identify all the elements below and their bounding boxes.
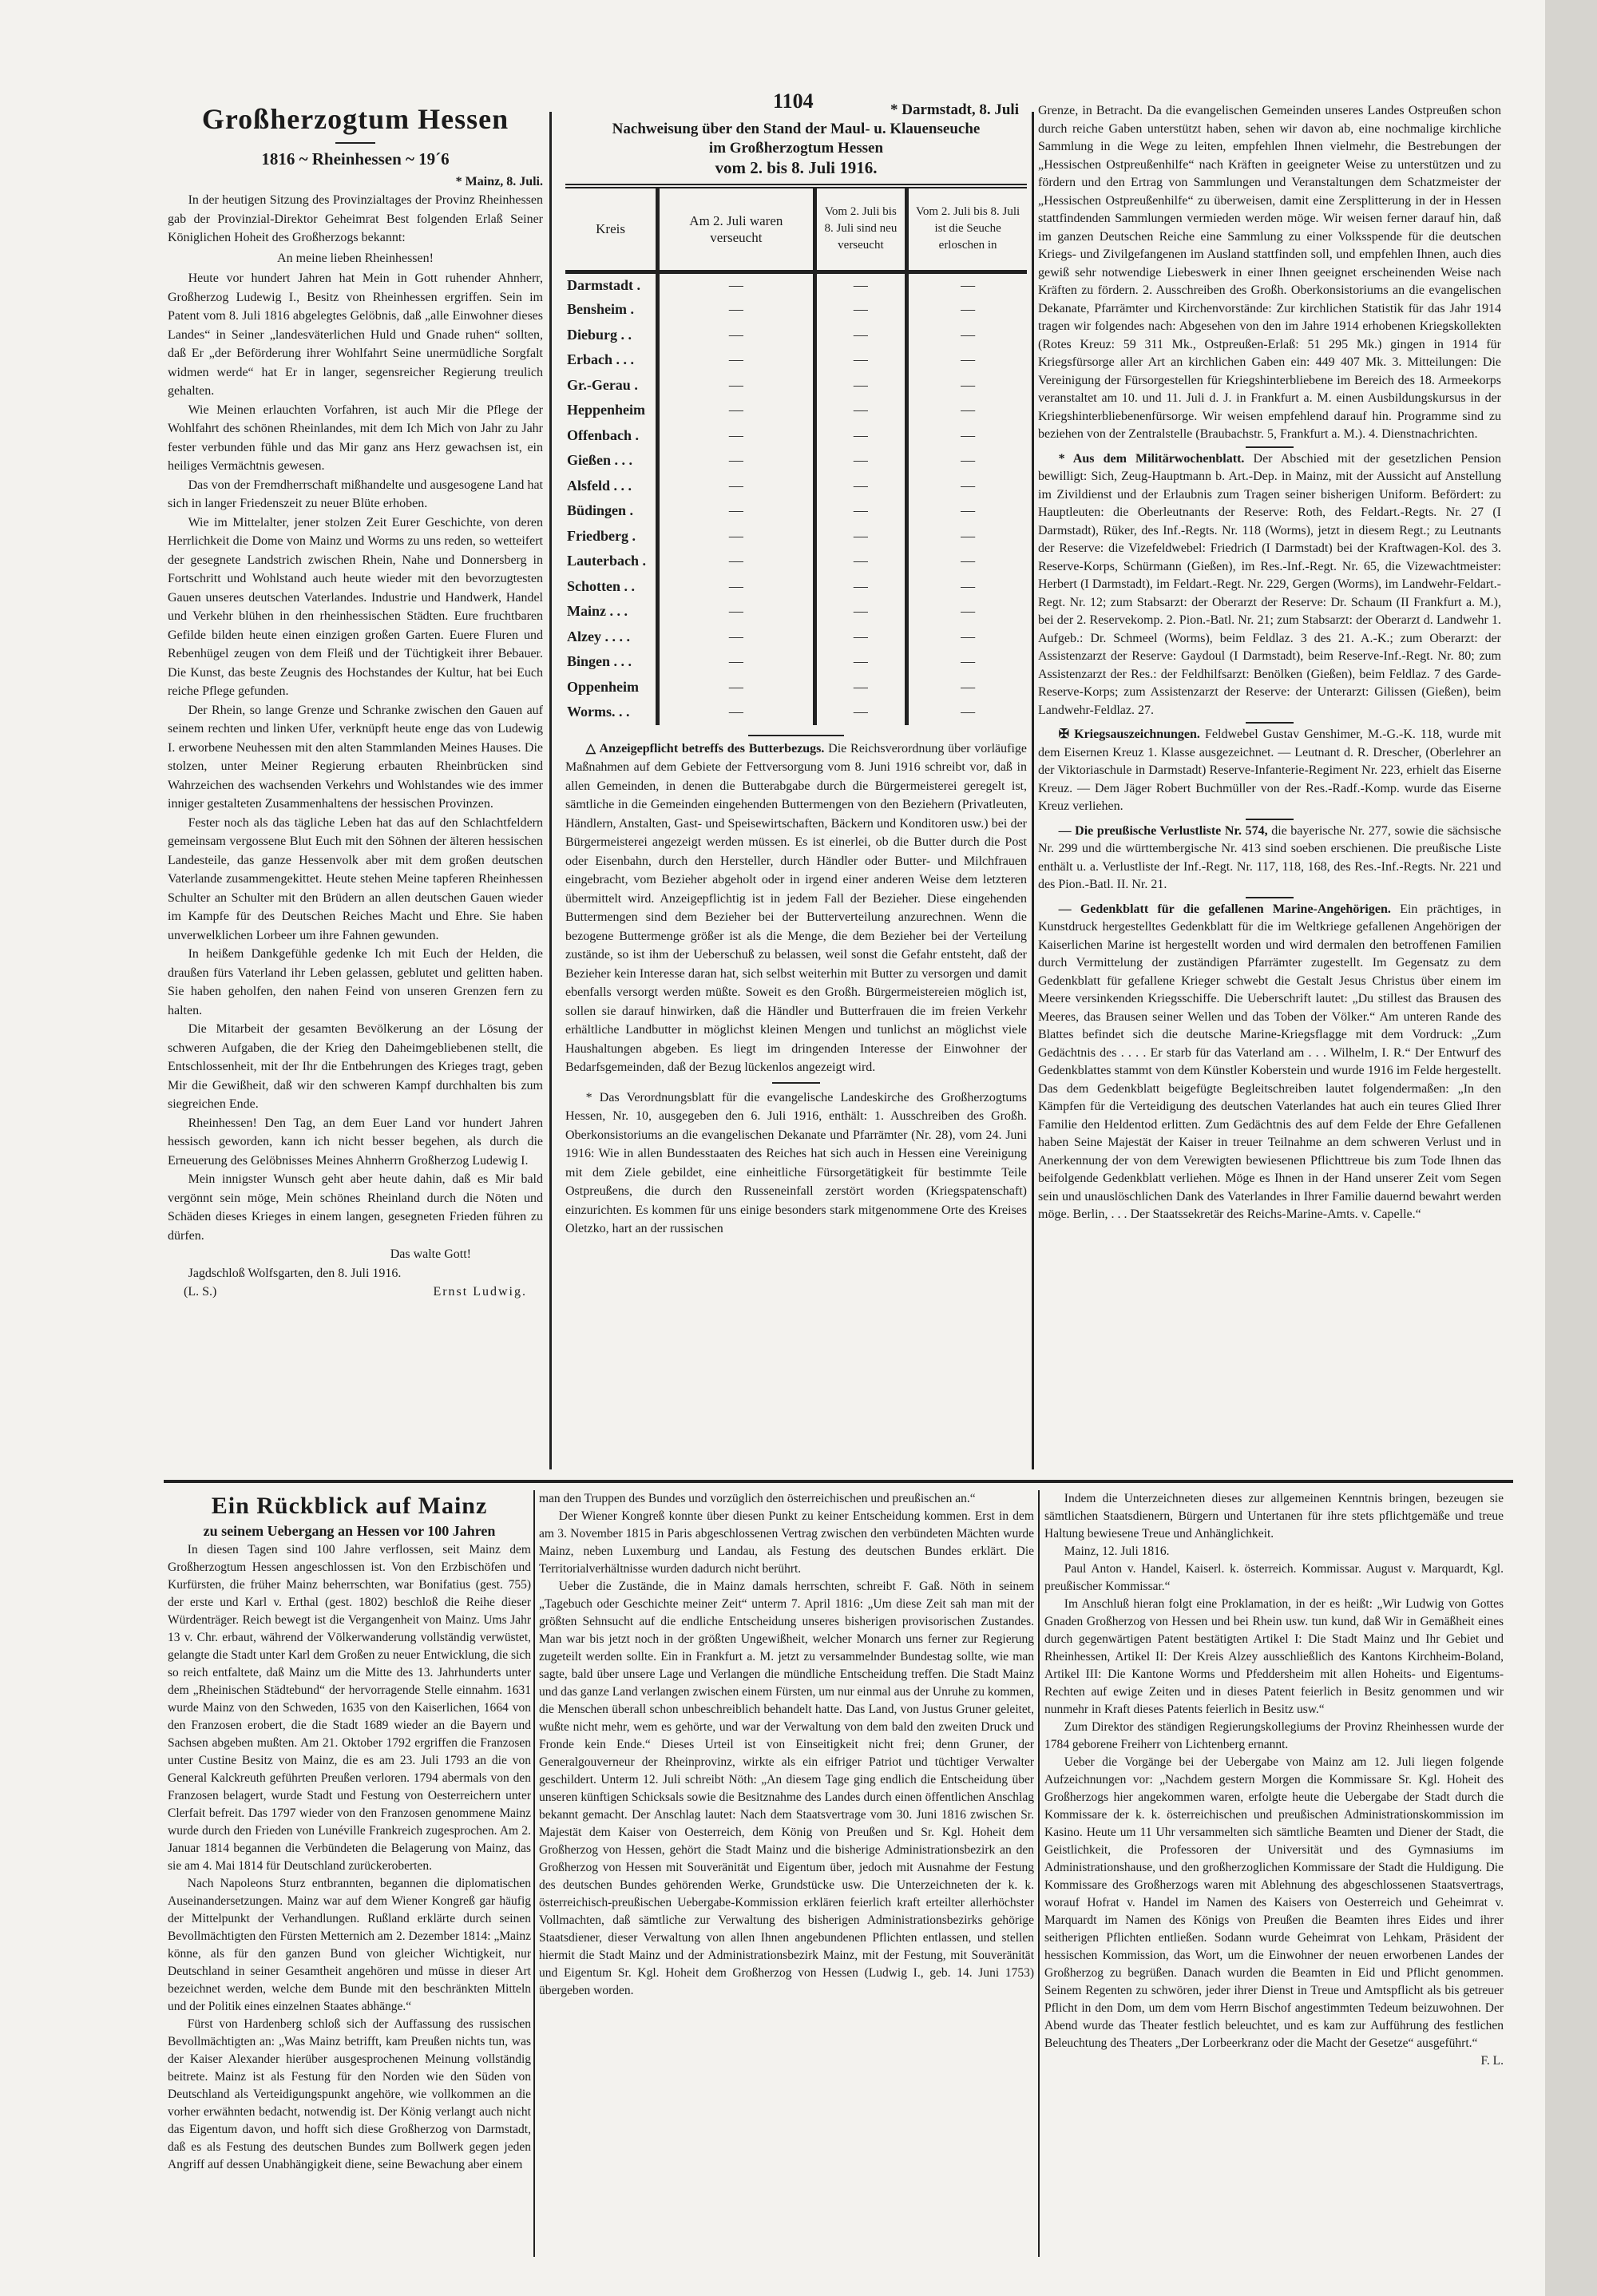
orden-text: Feldwebel Gustav Genshimer, M.-G.-K. 118, wurde mit dem Eisernen Kreuz 1. Klasse ausgezeichnet. — Leutnant d. R. Drescher, (Oberlehrer an der Viktoriaschule in Darmstadt) Reserve-Infanterie-Regiment Nr. 223, erhielt das Eiserne Kreuz. — Dem Jäger Robert Buchmüller von der Res.-Radf.-Komp. wurde das Eiserne Kreuz verliehen. [1038,728,1501,813]
value-cell: — [658,423,815,449]
paragraph: Im Anschluß hieran folgt eine Proklamation, in der es heißt: „Wir Ludwig von Gottes Gnaden Großherzog von Hessen und bei Rhein usw. tun kund, daß Wir in Gemäßheit eines durch gegenwärtigen Patent bestätigten Artikel I: Die Stadt Mainz und Ihr Gebiet und Rheinhessen, Artikel II: Der Kreis Alzey ausschließlich des Kantons Kirchheim-Boland, Artikel III: Die Kantone Worms und Pfeddersheim mit allen Hoheits- und Eigentums-Rechten auf ewige Zeiten und in dieses Patent feierlich in Besitz genommen und wir nunmehr in Kraft dieses Patents feierlich in Besitz usw.“ [1044,1597,1504,1716]
paragraph: In diesen Tagen sind 100 Jahre verflossen, seit Mainz dem Großherzogtum Hessen angeschlossen ist. Von den Erzbischöfen und Kurfürsten, die früher Mainz beherrschten, war Bonifatius (gest. 755) der erste und Karl v. Erthal (gest. 1802) beschloß die Reihe dieser Würdenträger. Reich bewegt ist die Vergangenheit von Mainz. Ums Jahr 13 v. Chr. erbaut, während der Völkerwanderung vollständig verwüstet, gelangte die Stadt unter Karl dem Großen zu neuer Entwicklung, die sich so reich entfaltete, daß Mainz um die Mitte des 13. Jahrhunderts unter dem „Rheinischen Städtebund“ der hervorragende Stelle einnahm. 1631 wurde Mainz von den Schweden, 1635 von den Kaiserlichen, 1664 von den Franzosen erobert, die die Stadt 1689 wieder an die Bayern und Sachsen abgeben mußten. Am 21. Oktober 1792 ergriffen die Franzosen unter Custine Besitz von Mainz, die es am 23. Juli 1793 an die von General Kalckreuth geführten Preußen verloren. 1794 abermals von den Franzosen belagert, wurde Stadt und Festung von Oesterreichern unter Clerfait befreit. Das 1797 wieder von den Franzosen genommene Mainz wurde durch den Frieden von Lunéville Frankreich zugesprochen. Am 2. Januar 1814 begannen die Verbündeten die Belagerung von Mainz, das sie am 4. Mai 1814 für Deutschland zurückeroberten. [168,1543,531,1873]
kreis-cell: Mainz . . . [567,603,628,619]
paragraph: Zum Direktor des ständigen Regierungskollegiums der Provinz Rheinhessen wurde der 1784 geborene Freiherr von Lichtenberg ernannt. [1044,1720,1504,1751]
value-cell: — [814,625,907,650]
paragraph: Indem die Unterzeichneten dieses zur allgemeinen Kenntnis bringen, bezeugen sie sämtlichen Staatsdienern, Bürgern und Untertanen für ihre stets pflichtgemäße und treue Haltung bewiesene Treue und Anhänglichkeit. [1044,1492,1504,1541]
table-row [565,373,1027,399]
verlust-text: die bayerische Nr. 277, sowie die sächsische Nr. 299 und die württembergische Nr. 413 sind soeben erschienen. Die preußische Liste enthält u. a. Verlustliste der Inf.-Regt. Nr. 117, 118, 168, des Res.-Inf.-Regts. Nr. 221 und des Pion.-Batl. II. Nr. 21. [1038,823,1502,891]
table-title [565,120,1027,177]
value-cell: — [814,524,907,549]
salutation: An meine lieben Rheinhessen! [277,251,434,265]
article-rueckblick-mainz [168,1490,531,2174]
value-cell: — [658,323,815,348]
table-row [565,347,1027,373]
value-cell: — [814,649,907,675]
kreis-cell: Bensheim . [567,301,635,317]
divider [1246,446,1294,448]
divider [748,735,844,736]
kreis-cell: Darmstadt . [567,276,640,293]
value-cell: — [907,700,1027,725]
value-cell: — [814,423,907,449]
paragraph: Der Wiener Kongreß konnte über diesen Punkt zu keiner Entscheidung kommen. Erst in dem am 3. November 1815 in Paris abgeschlossenen Vertrag zwischen den verbündeten Mächten wurde Mainz, neben Luxemburg und Landau, als Festung des deutschen Bundes erklärt. Die Territorialverhältnisse wurden dadurch nicht berührt. [539,1509,1034,1576]
bottom-right-column [1044,1490,1504,2070]
article-subtitle: 1816 ~ Rheinhessen ~ 19´6 [261,149,450,169]
value-cell: — [658,549,815,574]
value-cell: — [658,700,815,725]
value-cell: — [658,625,815,650]
value-cell: — [658,373,815,399]
value-cell: — [814,599,907,625]
kreis-cell: Gießen . . . [567,452,633,468]
value-cell: — [907,373,1027,399]
table-row [565,498,1027,524]
place-date: Jagdschloß Wolfsgarten, den 8. Juli 1916. [188,1266,402,1280]
value-cell: — [658,398,815,423]
marine-article [1038,901,1501,1224]
value-cell: — [907,474,1027,499]
bottom-middle-column [539,1490,1034,2000]
value-cell: — [814,323,907,348]
militaer-lead: * Aus dem Militärwochenblatt. [1058,451,1245,466]
dateline: * Darmstadt, 8. Juli [890,101,1019,118]
value-cell: — [814,498,907,524]
value-cell: — [814,272,907,298]
article-title: Großherzogtum Hessen [201,103,509,135]
article-grossherzogtum-hessen [168,99,543,1302]
table-body [565,272,1027,725]
paragraph: Heute vor hundert Jahren hat Mein in Gott ruhender Ahnherr, Großherzog Ludewig I., Besitz von Rheinhessen ergriffen. Sein im Patent vom 8. Juli 1816 abgelegtes Gelöbnis, daß „alle Einwohner dieses Landes“ in Seiner „landesväterlichen Huld und Gnade ruhen“ sollten, daß Er „der Beförderung ihrer Wohlfahrt Seine unermüdliche Sorgfalt widmen werde“ hat Er in langer, segensreicher Regierung treulich gehalten. [168,272,543,398]
kreis-cell: Heppenheim [567,402,646,418]
paragraph: Der Rhein, so lange Grenze und Schranke zwischen den Gauen auf seinem rechten und linken Ufer, verknüpft heute enge das von Ludewig I. erworbene Neuhessen mit den alten Stammlanden Meines Hauses. Die stolzen, unter Meiner Regierung erbauten Rheinbrücken sind Wahrzeichen des wachsenden Verkehrs und Wohlstandes wie des immer inniger gestalteten Zusammenhaltens der hessischen Provinzen. [168,703,543,811]
column-rule [533,1490,535,2257]
value-cell: — [658,675,815,700]
article-subtitle: zu seinem Uebergang an Hessen vor 100 Jahren [203,1523,496,1539]
table-row [565,574,1027,600]
column-rule [549,112,552,1469]
table-row [565,398,1027,423]
value-cell: — [907,549,1027,574]
column-rule [1038,1490,1040,2257]
value-cell: — [814,448,907,474]
divider [1246,897,1294,898]
paragraph: Die Mitarbeit der gesamten Bevölkerung an der Lösung der schweren Aufgaben, die der Krieg den Daheimgebliebenen stellt, die Entschlossenheit, mit der Ihr die Entbehrungen des Krieges tragt, geben Mir die Gewißheit, daß wir den schweren Kampf durchhalten bis zum siegreichen Ende. [168,1022,543,1111]
marine-lead: — Gedenkblatt für die gefallenen Marine-Angehörigen. [1058,902,1391,916]
orden-article [1038,726,1501,816]
table-title-line: Nachweisung über den Stand der Maul- u. Klauenseuche [612,120,981,137]
paragraph: Ueber die Vorgänge bei der Uebergabe von Mainz am 12. Juli liegen folgende Aufzeichnungen vor: „Nachdem gestern Morgen die Kommissare Sr. Kgl. Hoheit des Großherzogs hier angekommen waren, erfolgte heute die Uebergabe der Stadt durch die Kommissare der k. k. österreichischen und preußischen Administrationskommission im Kasino. Heute um 11 Uhr versammelten sich sämtliche Beamten und Diener der Stadt, die Geistlichkeit, die Professoren der Universität und des Gymnasiums im Administrationshause, und den großherzoglichen Kommissare der Stadt die Huldigung. Die Kommissare des Großherzogs waren mit Ablehnung des abgeschlossenen Staatsvertrags, worauf Hofrat v. Handel im Namen des Kaisers von Oesterreich und Geheimrat v. Marquardt im Namen des Königs von Preußen die Beamten ihres Eides und ihrer seitherigen Pflichten entließen. Sodann wurde Geheimrat von Lehkam, Präsident der hessischen Kommission, das Wort, um die Einwohner der neuen erworbenen Landes der Großherzog zu begrüßen. Danach wurden die Beamten in Eid und Pflicht genommen. Seinem Regenten zu schwören, jeder ihrer Dienst in Treue und Amtspflicht als bis getreuer Pflicht in den Dom, um dem vom Herrn Bischof angestimmten Tedeum beizuwohnen. Der Abend wurde das Theater festlich beleuchtet, und es kam zur Aufführung des festlichen Beleuchtung des Theaters „Der Lorbeerkranz oder die Macht der Gesetze“ ausgeführt.“ [1044,1755,1504,2050]
value-cell: — [907,448,1027,474]
intro-paragraph: In der heutigen Sitzung des Provinzialtages der Provinz Rheinhessen gab der Provinzial-Direktor Geheimrat Best folgenden Erlaß Seiner Königlichen Hoheit des Großherzogs bekannt: [168,193,543,244]
kreis-cell: Alsfeld . . . [567,477,632,494]
header-erloschen: Vom 2. Juli bis 8. Juli ist die Seuche erloschen in [907,186,1027,272]
table-row [565,474,1027,499]
closing: Das walte Gott! [390,1247,471,1261]
value-cell: — [814,474,907,499]
value-cell: — [658,649,815,675]
table-row [565,524,1027,549]
verordnungsblatt-article: * Das Verordnungsblatt für die evangelische Landeskirche des Großherzogtums Hessen, Nr. 10, ausgegeben den 6. Juli 1916, enthält: 1. Ausschreiben des Großh. Oberkonsistoriums an die evangelischen Dekanate und Pfarrämter (Nr. 28), vom 24. Juni 1916: Wie in allen Bundesstaaten des Reiches hat sich auch in Hessen eine Vereinigung mit dem Ziele gebildet, eine einheitliche Fürsorgetätigkeit für bestimmte Teile Ostpreußens, die durch den Russeneinfall zerstört worden (Kriegspatenschaft) einzurichten. Es kommen für uns einige besonders stark mitgenommene Orte des Kreises Oletzko, hart an der russischen [565,1090,1027,1235]
table-row [565,625,1027,650]
value-cell: — [907,599,1027,625]
paragraph: Fürst von Hardenberg schloß sich der Auffassung des russischen Bevollmächtigten an: „Was Mainz betrifft, kam Preußen nichts tun, was der Kaiser Alexander hierüber ausgesprochenen Meinung vollständig beitrete. Mainz ist als Festung für den Norden wie den Süden von Deutschland als Verteidigungspunkt angehöre, wie vollkommen an die vorher erwähnten bedacht, notwendig ist. Der König verlangt auch nicht das Eigentum davon, und hofft sich diese Großherzog von Darmstadt, daß es als Festung des deutschen Bundes zum Bollwerk gegen jeden Angriff auf dessen Unabhängigkeit diene, seine Bewachung aber einem [168,2017,531,2171]
table-row [565,297,1027,323]
table-row [565,448,1027,474]
value-cell: — [658,524,815,549]
militaer-text: Der Abschied mit der gesetzlichen Pension bewilligt: Sich, Zeug-Hauptmann b. Art.-Dep. in Mainz, mit der Aussicht auf Anstellung im Zivildienst und der Erlaubnis zum Tragen seiner bisherigen Uniform. Befördert: zu Hauptleuten: die Oberleutnants der Reserve: Roth, des Feldart.-Regts. Nr. 27 (I Darmstadt), Rüker, des Inf.-Regts. Nr. 118 (Worms), jetzt in diesem Regt.; zu Leutnants der Reserve: die Vizefeldwebel: Friedrich (I Darmstadt) bei der Kraftwagen-Kol. des 3. Reserve-Korps, Schürmann (Gießen), im Res.-Inf.-Regt. Nr. 65, die Vizewachtmeister: Herbert (I Darmstadt), im Feldart.-Regt. Nr. 229, Gergen (Worms), im Landwehr-Feldart.-Regt. Nr. 12; zum Stabsarzt: der Oberarzt der Reserve: Dr. Schaum (II Frankfurt a. M.), bei der 2. Reservekomp. 2. Pion.-Batl. Nr. 21; zum Stabsarzt: der Oberarzt d. Landwehr 1. Aufgeb.: Dr. Schmeel (Worms), beim Feldlaz. 3 des 21. A.-K.; zum Oberarzt: der Assistenzarzt der Reserve: Gaydoul (I Darmstadt), beim Reserve-Inf.-Regt. Nr. 80; zum Assistenzarzt der Res.: der Feldhilfsarzt: Benölken (Gießen), beim Feldlaz. 7 des Garde-Reserve-Korps; zum Assistenzarzt der Reserve: der Unterarzt: Gilissen (Gießen), beim Landwehr-Feldlaz. 27. [1038,451,1502,717]
butter-lead: △ Anzeigepflicht betreffs des Butterbezugs. [585,741,825,755]
signature: Ernst Ludwig. [433,1285,527,1299]
table-row [565,649,1027,675]
adjacent-page-edge [1545,0,1597,2296]
value-cell: — [907,625,1027,650]
value-cell: — [658,297,815,323]
paragraph: Fester noch als das tägliche Leben hat das auf den Schlachtfeldern gemeinsam vergossene Blut Euch mit den Söhnen der älteren hessischen Landesteile, das ganze Hessenvolk aber mit dem großen deutschen Vaterlande zusammengekittet. Heute stehen Meine tapferen Rheinhessen Schulter an Schulter mit den Brüdern an allen deutschen Gauen wieder im Kampfe für des Deutschen Reiches Macht und Ehre. Sie haben unverwelklichen Lorbeer um ihre Fahnen gewunden. [168,815,543,942]
kreis-cell: Gr.-Gerau . [567,376,638,393]
value-cell: — [814,398,907,423]
table-row [565,599,1027,625]
table-row [565,323,1027,348]
divider [1246,722,1294,724]
value-cell: — [658,347,815,373]
column-rule [1032,112,1034,1469]
paragraph: Ueber die Zustände, die in Mainz damals herrschten, schreibt F. Gaß. Nöth in seinem „Tagebuch oder Geschichte meiner Zeit“ unterm 7. April 1816: „Um diese Zeit sah man mit der größten Sehnsucht auf die endliche Entscheidung unseres bisherigen provisorischen Zustandes. Man war bis jetzt noch in der größten Ungewißheit, welcher Monarch uns ferner zur Regierung zugeteilt werden sollte. Ein in Frankfurt a. M. jetzt zu versammelnder Bundestag sollte, wie man sagte, bald über unsere Lage und Verlangen die mündliche Entscheidung treffen. Die Stadt Mainz und das ganze Land verlangen zwischen einem Fürsten, um nur einmal aus der Unruhe zu kommen, die Menschen überall schon unbeschreiblich behandelt hatte. Das Land, von Justus Gruner geleitet, wußte nicht mehr, wem es gehörte, und war der Verwaltung von dem bald den zweiten Druck und Fronde kein Ende.“ Dieses Urteil ist von Einseitigkeit nicht frei; denn Gruner, der Generalgouverneur der Rheinprovinz, wirkte als ein eifriger Patriot und tüchtiger Verwalter geschildert. Unterm 12. Juli schreibt Nöth: „An diesem Tage ging endlich die Entscheidung über unseren künftigen Schicksals sowie die Besitznahme des Landes durch einen öffentlichen Anschlag bekannt gemacht. Der Anschlag lautet: Nach dem Staatsvertrage vom 30. Juni 1816 zwischen Sr. Majestät dem Kaiser von Oesterreich, dem König von Preußen und Sr. Kgl. Hoheit dem Großherzog von Hessen, gehört die Stadt Mainz und die bisherige Administrationsbezirk an den Großherzog von Hessen mit Souveränität und Eigentum über, jedoch mit Ausnahme der Festung des deutschen Bundes gehörenden Werke, Grundstücke usw. Die Unterzeichneten der k. k. österreichisch-preußischen Uebergabe-Kommission erklären feierlich kraft erteilter allerhöchster Vollmachten, daß sämtliche zur Verwaltung des bisherigen Administrationsbezirks gehörige Staatsdiener, dieser Verwaltung von allen Ihnen angebundenen Pflichten entlassen, und stellen hiermit die Stadt Mainz und der Administrationsbezirk Mainz, mit der Festung, mit Souveränität und Eigentum Sr. Kgl. Hoheit dem Großherzog von Hessen (Ludwig I., geb. 14. Juni 1753) übergeben worden. [539,1580,1034,1997]
author: F. L. [1480,2054,1504,2068]
value-cell: — [907,272,1027,298]
paragraph: Wie Meinen erlauchten Vorfahren, ist auch Mir die Pflege der Wohlfahrt des schönen Rheinlandes, mit dem Ich Mich von Jahr zu Jahr fester verbunden fühle und das Mir ganz ans Herz gewachsen ist, ein heiliges Vermächtnis gewesen. [168,402,543,473]
kreis-cell: Offenbach . [567,426,639,443]
divider [772,1082,820,1084]
kreis-cell: Oppenheim [567,678,640,695]
signature-line [168,1283,543,1302]
section-rule [164,1480,1513,1483]
kreis-cell: Büdingen . [567,502,634,518]
header-kreis: Kreis [565,186,658,272]
marine-text: Ein prächtiges, in Kunstdruck hergestelltes Gedenkblatt für die im Weltkriege gefallenen Angehörigen der Kaiserlichen Marine ist hergestellt worden und wird dermalen den betroffenen Familien durch Vermittelung der zuständigen Pfarrämter zugestellt. Im Gegensatz zu dem Gedenkblatt für gefallene Krieger schwebt die Gestalt Jesus Christus über einem im Meere versinkenden Kriegsschiffe. Die Ueberschrift lautet: „Du stillest das Brausen des Meeres, das Brausen seiner Wellen und das Toben der Völker.“ Am unteren Rande des Blattes befindet sich die deutsche Marine-Kriegsflagge mit dem Vordruck: „Zum Gedächtnis des . . . . Er starb für das Vaterland am . . . Wilhelm, I. R.“ Der Entwurf des Gedenkblattes stammt von dem Künstler Koberstein und wurde 1916 im Felde hergestellt. Das dem Gedenkblatt beigefügte Begleitschreiben lautet folgendermaßen: „In den Kämpfen für die Verteidigung des deutschen Vaterlandes hat auch ein teures Glied Ihrer Familie den Heldentod erlitten. Zum Gedächtnis des auf dem Felde der Ehre Gefallenen haben Seine Majestät der Kaiser in treuer Teilnahme an dem schweren Verlust und in Anerkennung der von dem Verewigten bewiesenen Pflichttreue bis zum Tode Ihnen das beifolgende Gedenkblatt verliehen. Möge es Ihnen in der Hand unserer Zeit vom Segen sein und unauslöschlichen Dank des Vaterlandes in Ihrer Familie dauernd bewahrt werden möge. Berlin, . . . Der Staatssekretär des Reichs-Marine-Amts. v. Capelle.“ [1038,902,1502,1221]
value-cell: — [658,272,815,298]
value-cell: — [658,574,815,600]
table-title-line: vom 2. bis 8. Juli 1916. [715,157,878,177]
butter-article [565,740,1027,1077]
divider [1246,819,1294,820]
value-cell: — [907,675,1027,700]
value-cell: — [907,398,1027,423]
value-cell: — [658,498,815,524]
value-cell: — [658,474,815,499]
table-title-line: im Großherzogtum Hessen [708,139,884,157]
value-cell: — [814,700,907,725]
kreis-cell: Bingen . . . [567,653,632,669]
paragraph: Wie im Mittelalter, jener stolzen Zeit Eurer Geschichte, von deren Herrlichkeit die Dome von Mainz und Worms zu uns reden, so wetteifert der gesegnete Landstrich zwischen Rhein, Nahe und Donnersberg in Fortschritt und Wohlstand auch heute wieder mit den bevorzugtesten Gauen unseres deutschen Vaterlandes. Industrie und Handwerk, Handel und Verkehr blühen in den rheinhessischen Städten. Eure fruchtbaren Gefilde bilden heute einen einzigen großen Garten. Euere Fluren und Rebenhügel zeugen von dem Fleiß und der Tüchtigkeit ihrer Bebauer. Die Kunst, das beste Zeugnis des Hochstandes der Kultur, hat bei Euch reiche Pflege gefunden. [168,515,543,698]
table-row [565,700,1027,725]
butter-text: Die Reichsverordnung über vorläufige Maßnahmen auf dem Gebiete der Fettversorgung vom 8. Juni 1916 schreibt vor, daß in allen Gemeinden, in denen die Butterabgabe durch die Bürgermeisterei geregelt ist, sämtliche in die Gemeinden eingehenden Buttermengen von den Beziehern (Privatleuten, Händlern, Anstalten, Gast- und Speisewirtschaften, Bäckern und Konditoren usw.) bei der Bürgermeisterei angezeigt werden müssen. Es ist einerlei, ob die Butter durch die Post oder Eisenbahn, durch den Hersteller, durch Händler oder Butter- und Milchfrauen eingebracht, vom Bezieher abgeholt oder in irgend einer anderen Weise dem letzteren übermittelt wird. Anzeigepflichtig ist in jedem Fall der Bezieher. Diese eingehenden Buttermengen sind dem Bezieher bei der Butterverteilung anzurechnen. Wenn die bezogene Buttermenge größer ist als die Menge, die dem Bezieher bei der Verteilung zustände, so ist ihm der Ueberschuß zu belassen, weil sonst die Gefahr entsteht, daß der Bezieher kein Interesse daran hat, sich selbst weiterhin mit Butter zu versorgen und damit ebenfalls versorgt werden müßte. Soweit es den Großh. Bürgermeistereien möglich ist, sollen sie darauf hinwirken, daß die Händler und Butterfrauen die im freien Verkehr erhältliche Landbutter in möglichst kleinen Mengen und tunlichst an möglichst viele Haushaltungen abgeben. Es liegt im dringenden Interesse der Einwohner der Bedarfsgemeinden, daß der Bezug lückenlos angezeigt wird. [565,741,1028,1074]
header-verseucht: Am 2. Juli waren verseucht [658,186,815,272]
paragraph: Mainz, 12. Juli 1816. [1064,1545,1170,1558]
divider [335,142,375,144]
middle-column [565,101,1027,1239]
value-cell: — [907,423,1027,449]
value-cell: — [814,297,907,323]
kreis-cell: Friedberg . [567,527,636,544]
table-row [565,675,1027,700]
paragraph: Paul Anton v. Handel, Kaiserl. k. österreich. Kommissar. August v. Marquardt, Kgl. preußischer Kommissar.“ [1044,1562,1504,1593]
value-cell: — [814,549,907,574]
paragraph: man den Truppen des Bundes und vorzüglich den österreichischen und preußischen an.“ [539,1492,976,1505]
disease-table [565,184,1027,725]
kreis-cell: Schotten . . [567,577,635,594]
value-cell: — [658,599,815,625]
value-cell: — [907,347,1027,373]
orden-lead: ✠ Kriegsauszeichnungen. [1058,728,1200,741]
militaer-article [1038,450,1501,720]
article-title: Ein Rückblick auf Mainz [211,1493,488,1519]
kreis-cell: Dieburg . . [567,326,632,343]
value-cell: — [658,448,815,474]
kreis-cell: Alzey . . . . [567,628,630,644]
continuation-text: Grenze, in Betracht. Da die evangelischen Gemeinden unseres Landes Ostpreußen schon durch reiche Gaben unterstützt haben, sehen wir davon ab, eine nochmalige kirchliche Sammlung in die Wege zu leiten, empfehlen Ihnen vielmehr, die Bestrebungen der „Hessischen Ostpreußenhilfe“ nach Kräften in geeigneter Weise zu unterstützen und zu fördern und den Ertrag von Sammlungen und Veranstaltungen dem Schatzmeister der „Hessischen Ostpreußenhilfe“ zu überweisen, damit eine Zersplitterung in der in Hessen stattfindenden Sammlungen vermieden werden möge. Wir weisen ferner darauf hin, daß im ganzen Deutschen Reiche eine Sammlung zu einer Volksspende für die deutschen Kriegs- und Zivilgefangenen im Ausland stattfinden soll, und empfehlen Ihnen, auch dies gewiß sehr notwendige Liebeswerk in einer Ihnen geeignet erscheinenden Weise nach Kräften zu fördern. 2. Ausschreiben des Großh. Oberkonsistoriums an die evangelischen Dekanate, Pfarrämter und Kirchenvorstände: Zur kirchlichen Statistik für das Jahr 1914 tragen wir folgendes nach: Abgesehen von den im Jahre 1914 erhobenen Kriegskollekten (Rotes Kreuz: 59 311 Mk., Ostpreußen-Erlaß: 51 295 Mk.) gingen in 1914 für Kriegsfürsorge aller Art an kirchlichen Gaben ein: 449 407 Mk. 3. Mitteilungen: Die Vereinigung der Fürsorgestellen für Kriegshinterbliebene im Bereich des 18. Armeekorps veranstaltet am 10. und 11. Juli d. J. in Frankfurt a. M. einen Ausbildungskursus in der Kriegshinterbliebenenfürsorge. Wir weisen empfehlend darauf hin. Programme sind zu beziehen von der Zentralstelle (Braubachstr. 5, Frankfurt a. M.). 4. Dienstnachrichten. [1038,104,1501,441]
dateline: * Mainz, 8. Juli. [455,174,543,188]
paragraph: Rheinhessen! Den Tag, an dem Euer Land vor hundert Jahren hessisch geworden, kann ich nicht besser begehen, als durch die Erneuerung des Gelöbnisses Meines Ahnherrn Großherzog Ludewig I. [168,1116,543,1168]
value-cell: — [814,675,907,700]
table-row [565,272,1027,298]
value-cell: — [814,347,907,373]
value-cell: — [907,649,1027,675]
value-cell: — [907,323,1027,348]
kreis-cell: Erbach . . . [567,351,635,367]
table-row [565,549,1027,574]
right-column [1038,102,1501,1224]
paragraph: Nach Napoleons Sturz entbrannten, begannen die diplomatischen Auseinandersetzungen. Mainz war auf dem Wiener Kongreß gar häufig der Mittelpunkt der Verhandlungen. Rußland erklärte durch seinen Bevollmächtigten den Fürsten Metternich am 2. Dezember 1814: „Mainz könne, als für den ganzen Bund von gleicher Wichtigkeit, nur Deutschland in seiner Gesamtheit angehören und müsse in dieser Art bezeichnet werden, welche dem Bunde mit den beschränkten Mitteln und der Politik eines einzelnen Staates abhänge.“ [168,1877,531,2013]
paragraph: In heißem Dankgefühle gedenke Ich mit Euch der Helden, die draußen fürs Vaterland ihr Leben gelassen, geblutet und gelitten haben. Sie haben geholfen, den nahen Feind von unseren Grenzen fern zu halten. [168,947,543,1017]
kreis-cell: Lauterbach . [567,553,646,569]
paragraph: Das von der Fremdherrschaft mißhandelte und ausgesogene Land hat sich in langer Friedenszeit zu neuer Blüte erhoben. [168,478,543,510]
paragraph: Mein innigster Wunsch geht aber heute dahin, daß es Mir bald vergönnt sein möge, Mein schönes Rheinland durch die Nöten und Schäden dieses Krieges in einem langen, gesegneten Frieden führen zu dürfen. [168,1172,543,1243]
value-cell: — [814,574,907,600]
value-cell: — [907,498,1027,524]
kreis-cell: Worms. . . [567,704,630,720]
value-cell: — [907,297,1027,323]
table-row [565,423,1027,449]
page-number: 1104 [773,89,814,113]
value-cell: — [814,373,907,399]
verlust-lead: — Die preußische Verlustliste Nr. 574, [1058,823,1268,838]
table-header-row [565,186,1027,272]
seal: (L. S.) [184,1285,217,1299]
header-neu-verseucht: Vom 2. Juli bis 8. Juli sind neu verseucht [814,186,907,272]
value-cell: — [907,574,1027,600]
verlust-article [1038,823,1501,894]
value-cell: — [907,524,1027,549]
